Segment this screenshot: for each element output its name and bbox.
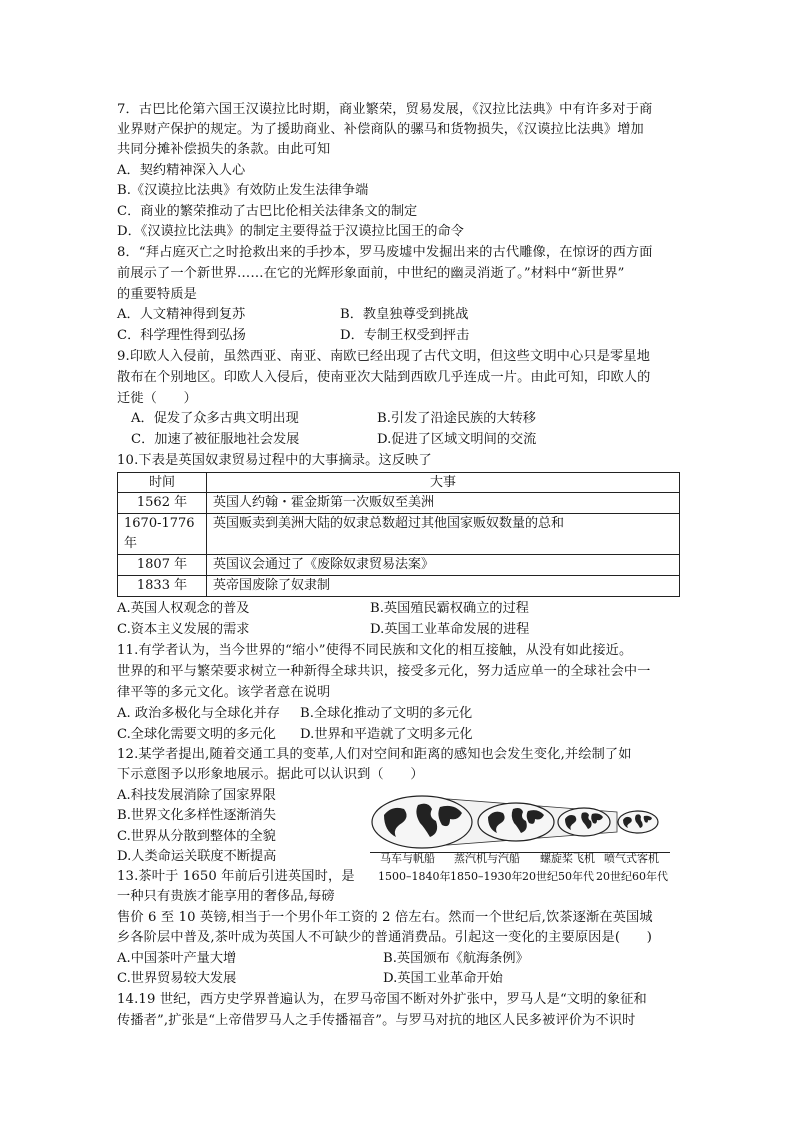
q12-option-c: C.世界从分散到整体的全貌 bbox=[117, 829, 276, 844]
figure-label-transport-2: 蒸汽机与汽船 bbox=[454, 852, 520, 865]
q13-stem-line-2: 一种只有贵族才能享用的奢侈品,每磅 bbox=[117, 889, 335, 904]
q11-stem-line-2: 世界的和平与繁荣要求树立一种新得全球共识，接受多元化，努力适应单一的全球社会中一 bbox=[117, 664, 651, 679]
table-cell-event: 英国贩卖到美洲大陆的奴隶总数超过其他国家贩奴数量的总和 bbox=[207, 514, 680, 555]
q12-option-b: B.世界文化多样性逐渐消失 bbox=[117, 808, 276, 823]
q13-option-c: C.世界贸易较大发展 bbox=[117, 971, 237, 986]
q7-option-c: C．商业的繁荣推动了古巴比伦相关法律条文的制定 bbox=[117, 204, 418, 219]
shrinking-world-figure bbox=[370, 793, 670, 881]
table-cell-time: 1562 年 bbox=[118, 493, 207, 514]
table-header-event: 大事 bbox=[207, 473, 680, 493]
q8-option-a: A．人文精神得到复苏 bbox=[117, 307, 246, 322]
q9-stem-line-1: 9.印欧人入侵前，虽然西亚、南亚、南欧已经出现了古代文明，但这些文明中心只是零星地 bbox=[117, 349, 651, 364]
q13-stem-line-1: 13.茶叶于 1650 年前后引进英国时，是 bbox=[117, 869, 355, 884]
table-cell-time: 1833 年 bbox=[118, 576, 207, 597]
q11-stem-line-3: 律平等的多元文化。该学者意在说明 bbox=[117, 685, 331, 700]
q14-stem-line-2: 传播者”,扩张是“上帝借罗马人之手传播福音”。与罗马对抗的地区人民多被评价为不识时 bbox=[117, 1013, 636, 1028]
figure-label-period-1: 1500–1840年 bbox=[378, 870, 451, 883]
table-header-time: 时间 bbox=[118, 473, 207, 493]
q7-stem-line-3: 共同分摊补偿损失的条款。由此可知 bbox=[117, 142, 331, 157]
table-cell-time: 1670-1776 年 bbox=[118, 514, 207, 555]
q10-option-a: A.英国人权观念的普及 bbox=[117, 601, 250, 616]
q13-stem-line-3: 售价 6 至 10 英镑,相当于一个男仆年工资的 2 倍左右。然而一个世纪后,饮茶逐渐在英国城 bbox=[117, 910, 653, 925]
table-cell-time: 1807 年 bbox=[118, 555, 207, 576]
figure-label-period-2: 1850–1930年 bbox=[450, 870, 523, 883]
q8-stem-line-1: 8．“拜占庭灭亡之时抢救出来的手抄本，罗马废墟中发掘出来的古代雕像，在惊讶的西方面 bbox=[117, 245, 653, 260]
table-row bbox=[118, 555, 680, 576]
q12-stem-line-2: 下示意图予以形象地展示。据此可以认识到（ ） bbox=[117, 767, 424, 782]
table-cell-event: 英帝国废除了奴隶制 bbox=[207, 576, 680, 597]
q7-option-d: D．《汉谟拉比法典》的制定主要得益于汉谟拉比国王的命令 bbox=[117, 224, 464, 239]
figure-label-transport-3: 螺旋桨飞机 bbox=[540, 852, 595, 865]
q7-stem-line-2: 业界财产保护的规定。为了援助商业、补偿商队的骡马和货物损失，《汉谟拉比法典》增加 bbox=[117, 122, 644, 137]
q10-option-d: D.英国工业革命发展的进程 bbox=[370, 622, 530, 637]
q12-option-d: D.人类命运关联度不断提高 bbox=[117, 849, 277, 864]
q9-option-d: D.促进了区域文明间的交流 bbox=[377, 432, 537, 447]
q11-stem-line-1: 11.有学者认为，当今世界的“缩小”使得不同民族和文化的相互接触，从没有如此接近。 bbox=[117, 643, 633, 658]
table-cell-event: 英国人约翰・霍金斯第一次贩奴至美洲 bbox=[207, 493, 680, 514]
q11-option-a: A. 政治多极化与全球化并存 bbox=[117, 706, 280, 721]
table-row bbox=[118, 493, 680, 514]
q9-stem-line-3: 迁徙（ ） bbox=[117, 391, 198, 406]
q13-option-d: D.英国工业革命开始 bbox=[383, 971, 503, 986]
q8-option-b: B．教皇独尊受到挑战 bbox=[340, 307, 469, 322]
q13-stem-line-4: 乡各阶层中普及,茶叶成为英国人不可缺少的普通消费品。引起这一变化的主要原因是( ) bbox=[117, 930, 653, 945]
table-header-row bbox=[118, 473, 680, 493]
q8-option-c: C．科学理性得到弘扬 bbox=[117, 328, 246, 343]
q11-option-c: C.全球化需要文明的多元化 bbox=[117, 727, 276, 742]
q12-option-a: A.科技发展消除了国家界限 bbox=[117, 788, 276, 803]
q9-stem-line-2: 散布在个别地区。印欧人入侵后，使南亚次大陆到西欧几乎连成一片。由此可知，印欧人的 bbox=[117, 370, 651, 385]
q9-option-a: A．促发了众多古典文明出现 bbox=[131, 411, 299, 426]
figure-label-transport-4: 喷气式客机 bbox=[604, 852, 659, 865]
figure-label-transport-1: 马车与帆船 bbox=[380, 852, 435, 865]
q13-option-b: B.英国颁布《航海条例》 bbox=[383, 951, 529, 966]
table-cell-event: 英国议会通过了《废除奴隶贸易法案》 bbox=[207, 555, 680, 576]
q9-option-b: B.引发了沿途民族的大转移 bbox=[377, 411, 536, 426]
q8-stem-line-2: 前展示了一个新世界……在它的光辉形象面前，中世纪的幽灵消逝了。”材料中“新世界” bbox=[117, 266, 625, 281]
figure-label-period-4: 20世纪60年代 bbox=[596, 870, 668, 883]
q7-option-a: A．契约精神深入人心 bbox=[117, 163, 246, 178]
q10-events-table bbox=[117, 472, 680, 597]
globe-sequence-illustration bbox=[370, 793, 670, 851]
q13-option-a: A.中国茶叶产量大增 bbox=[117, 951, 237, 966]
q11-option-b: B.全球化推动了文明的多元化 bbox=[300, 706, 473, 721]
q12-stem-line-1: 12.某学者提出,随着交通工具的变革,人们对空间和距离的感知也会发生变化,并绘制了如 bbox=[117, 747, 632, 762]
table-row bbox=[118, 514, 680, 555]
q9-option-c: C．加速了被征服地社会发展 bbox=[131, 432, 300, 447]
q11-option-d: D.世界和平造就了文明多元化 bbox=[300, 727, 473, 742]
q10-option-b: B.英国殖民霸权确立的过程 bbox=[370, 601, 529, 616]
q7-option-b: B.《汉谟拉比法典》有效防止发生法律争端 bbox=[117, 183, 369, 198]
q10-option-c: C.资本主义发展的需求 bbox=[117, 622, 250, 637]
q10-stem: 10.下表是英国奴隶贸易过程中的大事摘录。这反映了 bbox=[117, 453, 432, 468]
q8-stem-line-3: 的重要特质是 bbox=[117, 287, 198, 302]
q8-option-d: D．专制王权受到抨击 bbox=[340, 328, 470, 343]
q7-stem-line-1: 7．古巴比伦第六国王汉谟拉比时期，商业繁荣，贸易发展，《汉拉比法典》中有许多对于商 bbox=[117, 102, 653, 117]
q14-stem-line-1: 14.19 世纪，西方史学界普遍认为，在罗马帝国不断对外扩张中，罗马人是“文明的象征和 bbox=[117, 992, 647, 1007]
table-row bbox=[118, 576, 680, 597]
figure-label-period-3: 20世纪50年代 bbox=[522, 870, 594, 883]
